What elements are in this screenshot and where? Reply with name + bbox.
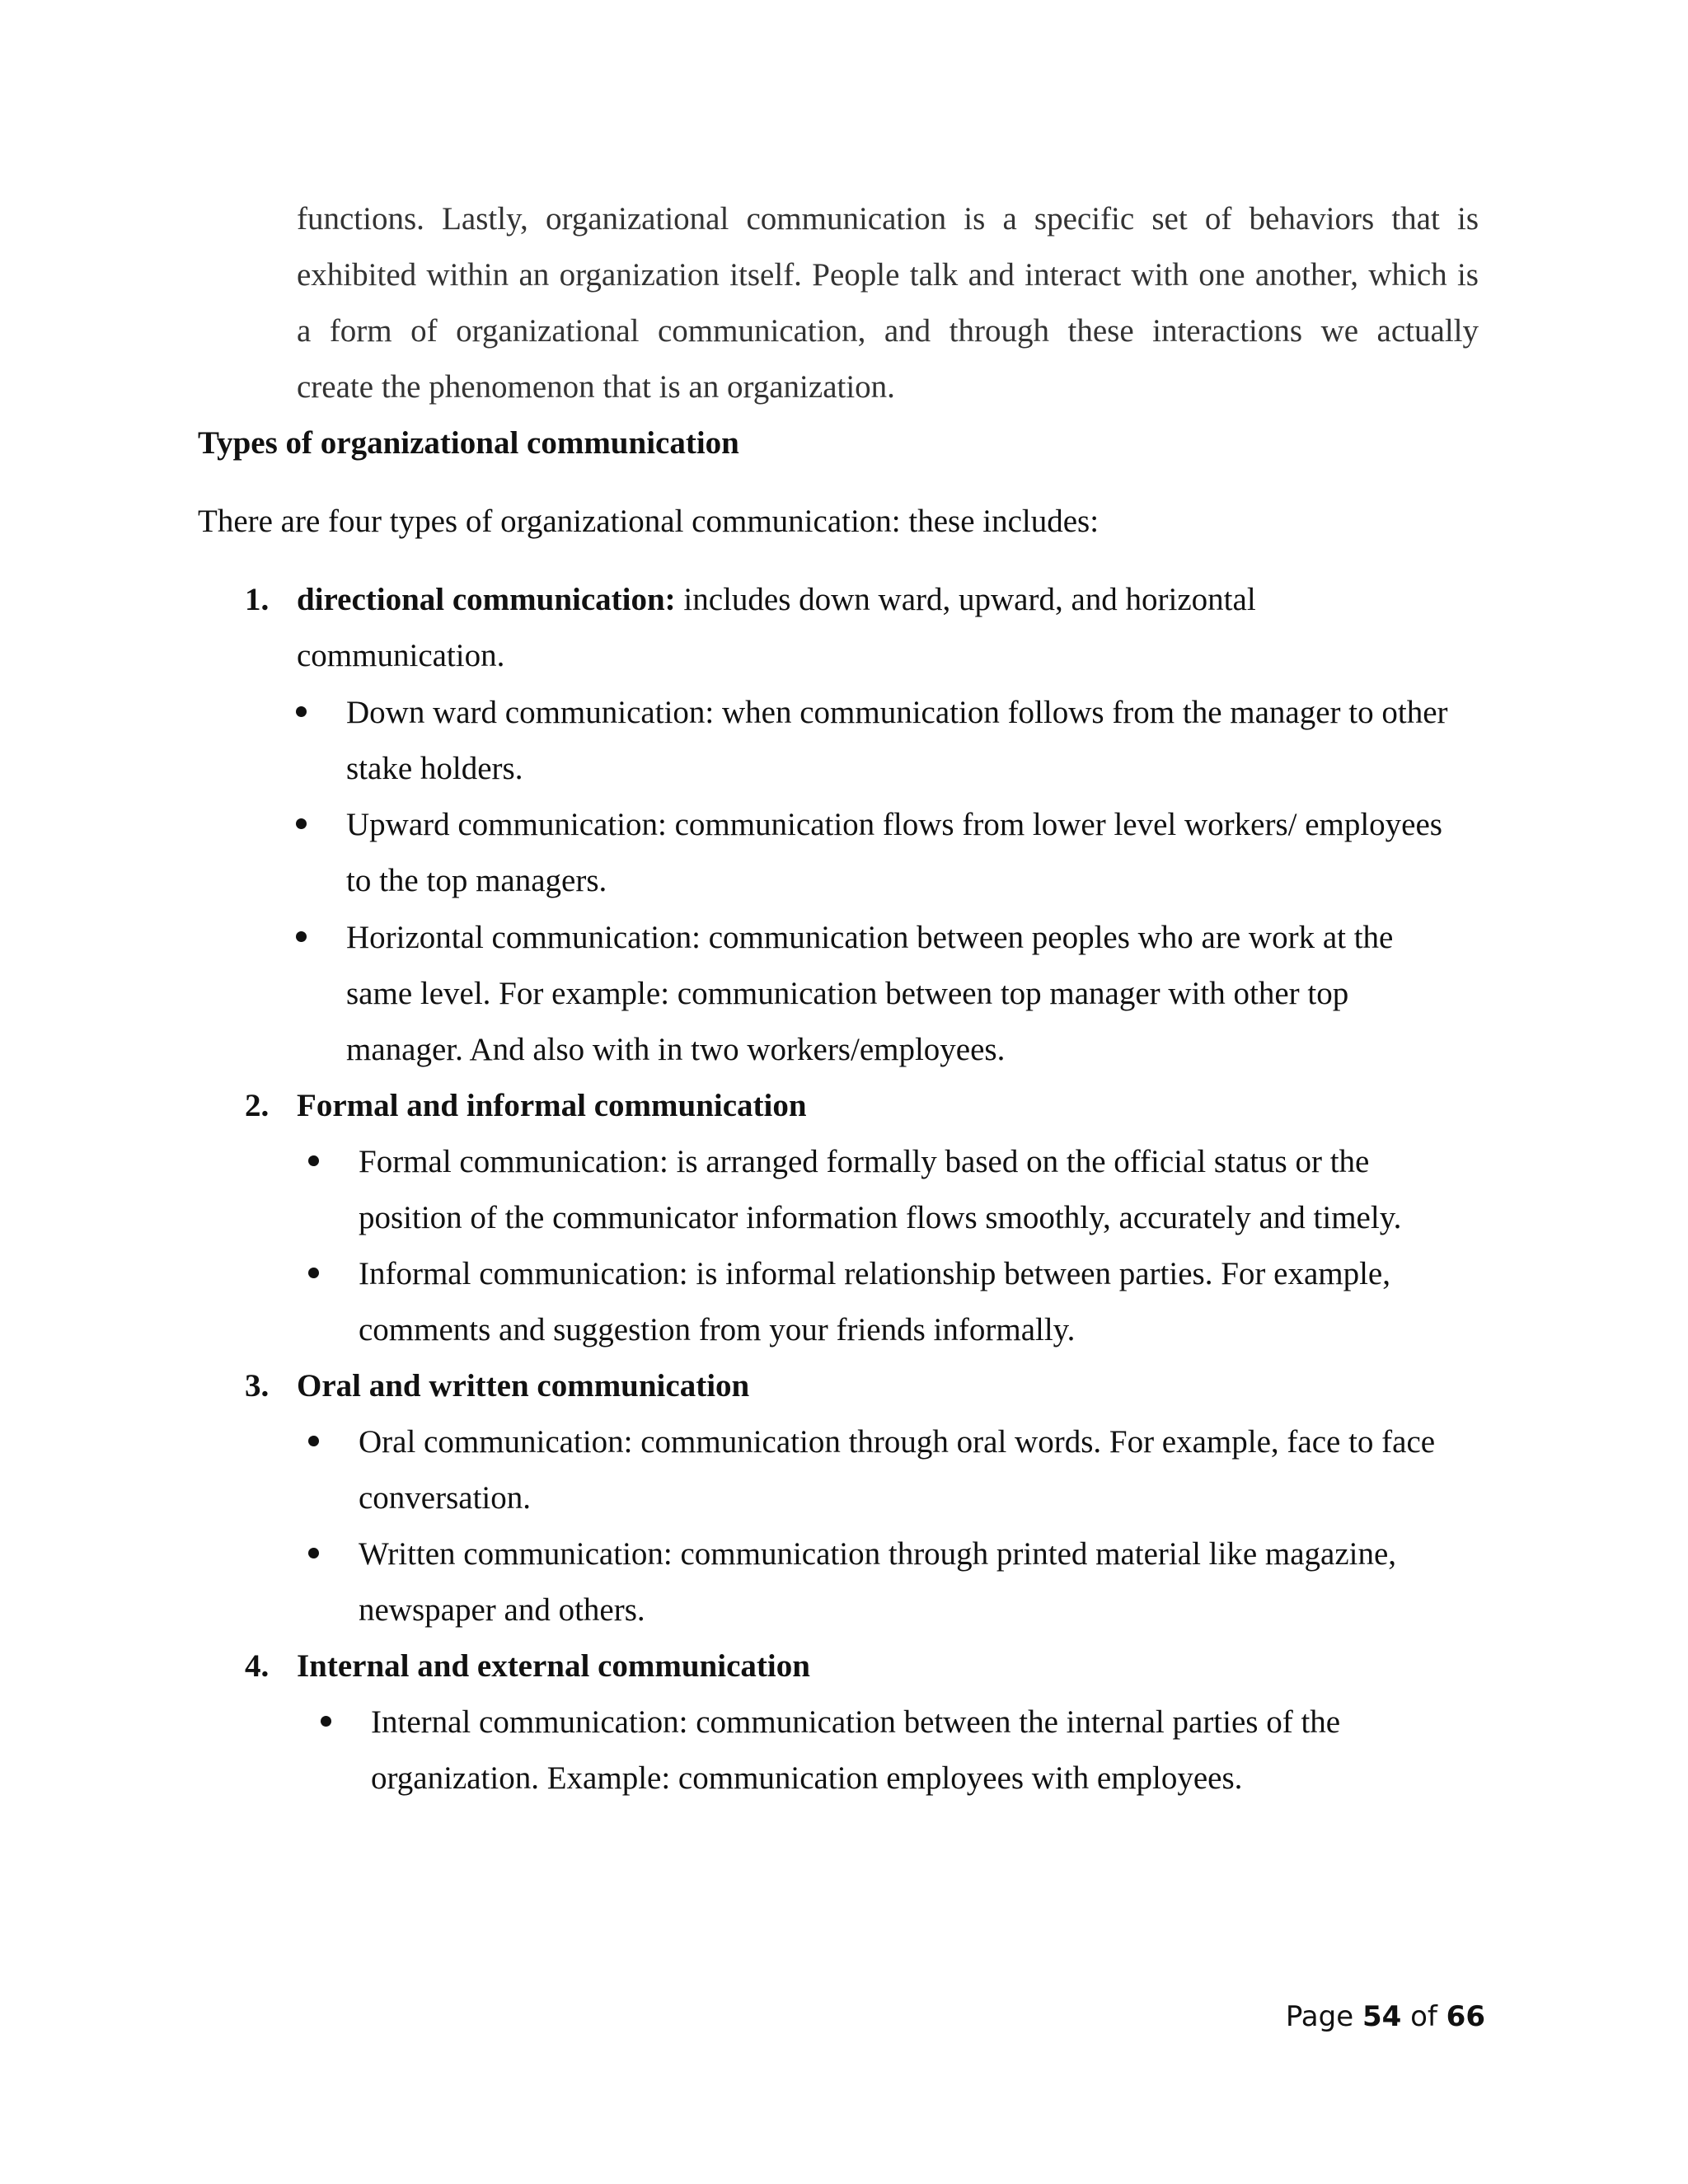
intro-line: create the phenomenon that is an organization. bbox=[297, 369, 895, 405]
bullet-icon bbox=[308, 1155, 319, 1166]
list-number: 2. bbox=[245, 1088, 270, 1123]
list-item-title-rest: includes down ward, upward, and horizontal bbox=[675, 582, 1256, 617]
bullet-line: comments and suggestion from your friends informally. bbox=[359, 1312, 1076, 1347]
bullet-line: position of the communicator information flows smoothly, accurately and timely. bbox=[359, 1200, 1402, 1235]
list-item-title: Oral and written communication bbox=[297, 1368, 750, 1404]
bullet-line: Formal communication: is arranged formally based on the official status or the bbox=[359, 1144, 1370, 1179]
of-label: of bbox=[1410, 2000, 1437, 2033]
bullet-line: organization. Example: communication employees with employees. bbox=[371, 1760, 1243, 1796]
list-number: 4. bbox=[245, 1648, 270, 1684]
list-item-title bbox=[297, 583, 1256, 616]
bullet-line: Down ward communication: when communication follows from the manager to other bbox=[346, 695, 1448, 730]
bullet-line: to the top managers. bbox=[346, 863, 607, 898]
bullet-icon bbox=[321, 1716, 331, 1727]
list-number: 1. bbox=[245, 582, 270, 617]
bullet-icon bbox=[308, 1268, 319, 1278]
list-number: 3. bbox=[245, 1368, 270, 1404]
bullet-line: Oral communication: communication through oral words. For example, face to face bbox=[359, 1424, 1436, 1460]
bullet-icon bbox=[296, 706, 307, 717]
bullet-icon bbox=[308, 1436, 319, 1446]
list-item-title-bold: directional communication: bbox=[297, 582, 676, 617]
bullet-line: newspaper and others. bbox=[359, 1592, 645, 1628]
page-number bbox=[1285, 2000, 1485, 2033]
list-item-title: Formal and informal communication bbox=[297, 1088, 807, 1123]
bullet-line: manager. And also with in two workers/employees. bbox=[346, 1032, 1006, 1067]
section-intro: There are four types of organizational communication: these includes: bbox=[198, 504, 1100, 539]
bullet-line: conversation. bbox=[359, 1480, 532, 1516]
bullet-icon bbox=[296, 931, 307, 942]
bullet-line: Informal communication: is informal relationship between parties. For example, bbox=[359, 1256, 1390, 1291]
bullet-line: Upward communication: communication flows from lower level workers/ employees bbox=[346, 807, 1442, 842]
bullet-icon bbox=[296, 818, 307, 829]
bullet-icon bbox=[308, 1548, 319, 1558]
list-item-title-continued: communication. bbox=[297, 638, 505, 673]
bullet-line: Internal communication: communication between the internal parties of the bbox=[371, 1704, 1341, 1740]
intro-line: exhibited within an organization itself. People talk and interact with one another, which is bbox=[297, 257, 1479, 293]
list-item-title: Internal and external communication bbox=[297, 1648, 810, 1684]
intro-line: functions. Lastly, organizational communication is a specific set of behaviors that is bbox=[297, 201, 1479, 237]
bullet-line: Horizontal communication: communication between peoples who are work at the bbox=[346, 920, 1394, 955]
section-heading: Types of organizational communication bbox=[198, 425, 739, 461]
intro-line: a form of organizational communication, and through these interactions we actually bbox=[297, 313, 1479, 349]
bullet-line: same level. For example: communication between top manager with other top bbox=[346, 976, 1349, 1011]
current-page: 54 bbox=[1362, 2000, 1402, 2033]
page-label: Page bbox=[1285, 2000, 1354, 2033]
bullet-line: stake holders. bbox=[346, 751, 523, 786]
total-pages: 66 bbox=[1446, 2000, 1485, 2033]
bullet-line: Written communication: communication through printed material like magazine, bbox=[359, 1536, 1397, 1572]
